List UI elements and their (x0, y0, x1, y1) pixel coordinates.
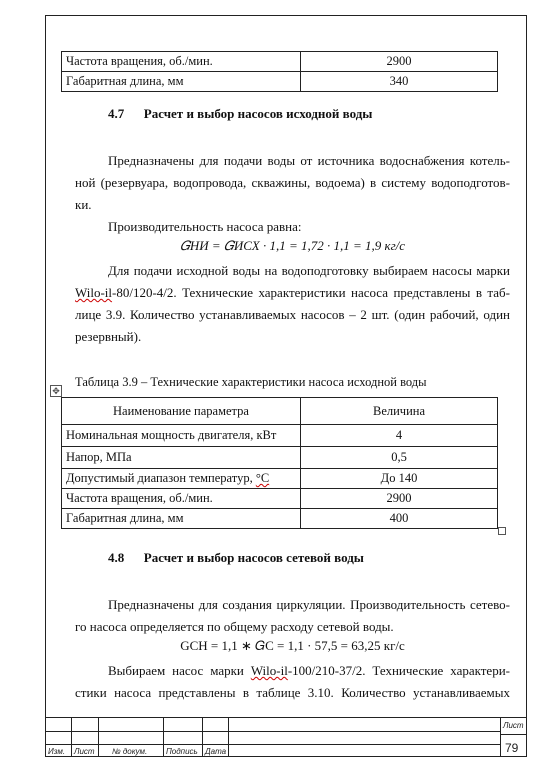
paragraph-text: -80/120-4/2. Технические характеристики насоса представлены в таб- (112, 285, 510, 300)
stamp-label: Подпись (166, 747, 198, 756)
cell-text: Допустимый диапазон температур, (66, 471, 256, 485)
column-header: Величина (301, 398, 498, 425)
top-table (61, 51, 498, 92)
column-header: Наименование параметра (62, 398, 301, 425)
table-cell: Частота вращения, об./мин. (62, 52, 301, 72)
table-row (62, 425, 498, 447)
table-cell: 2900 (301, 489, 498, 509)
paragraph-line: Предназначены для создания циркуляции. Производительность сетево- (108, 597, 510, 612)
paragraph-text: -100/210-37/2. Технические характери- (287, 663, 510, 678)
product-link: Wilo-il (250, 663, 288, 678)
paragraph-text: Выбираем насос марки (108, 663, 251, 678)
paragraph-line: ной (резервуара, водопровода, скважины, водоема) в систему водоподготов- (75, 175, 510, 190)
table-caption: Таблица 3.9 – Технические характеристики насоса исходной воды (75, 375, 427, 389)
table-header-row (62, 398, 498, 425)
paragraph-line: резервный). (75, 329, 142, 344)
table-row (62, 447, 498, 469)
paragraph-line: Производительность насоса равна: (108, 219, 302, 234)
table-row (62, 469, 498, 489)
paragraph-line (75, 282, 510, 304)
table-cell: 2900 (301, 52, 498, 72)
table-cell: Габаритная длина, мм (62, 72, 301, 92)
table-move-handle-icon[interactable]: ✥ (50, 385, 62, 397)
table-resize-handle[interactable] (498, 527, 506, 535)
table-cell: Напор, МПа (62, 447, 301, 469)
table-cell: Габаритная длина, мм (62, 509, 301, 529)
table-row (62, 489, 498, 509)
table-cell: До 140 (301, 469, 498, 489)
table-cell: Частота вращения, об./мин. (62, 489, 301, 509)
table-row (62, 509, 498, 529)
paragraph-line: го насоса определяется по общему расходу сетевой воды. (75, 619, 394, 634)
sheet-label: Лист (503, 721, 524, 730)
paragraph-line: лице 3.9. Количество устанавливаемых насосов – 2 шт. (один рабочий, один (75, 307, 510, 322)
table-row (62, 72, 498, 92)
table-cell: 340 (301, 72, 498, 92)
section-heading: 4.7 Расчет и выбор насосов исходной воды (108, 106, 373, 121)
table-cell: 400 (301, 509, 498, 529)
table-cell: Номинальная мощность двигателя, кВт (62, 425, 301, 447)
product-link: Wilo-il (75, 285, 113, 300)
formula: GСН = 1,1 ∗ 𝐺С = 1,1 · 57,5 = 63,25 кг/с (180, 638, 405, 653)
formula: 𝐺НИ = 𝐺ИСХ · 1,1 = 1,72 · 1,1 = 1,9 кг/с (179, 238, 406, 253)
sheet-number: 79 (505, 741, 519, 755)
stamp-label: № докум. (112, 747, 148, 756)
paragraph-line (108, 660, 510, 682)
table-row (62, 52, 498, 72)
cell-text: °С (255, 471, 270, 485)
table-3-9 (61, 397, 498, 529)
table-cell (62, 469, 301, 489)
stamp-label: Лист (74, 747, 95, 756)
paragraph-line: Предназначены для подачи воды от источника водоснабжения котель- (108, 153, 510, 168)
table-cell: 0,5 (301, 447, 498, 469)
paragraph-line: Для подачи исходной воды на водоподготовку выбираем насосы марки (108, 263, 510, 278)
stamp-label: Изм. (48, 747, 66, 756)
table-cell: 4 (301, 425, 498, 447)
stamp-label: Дата (205, 747, 227, 756)
paragraph-line: стики насоса представлены в таблице 3.10. Количество устанавливаемых (75, 685, 510, 700)
paragraph-line: ки. (75, 197, 92, 212)
section-heading: 4.8 Расчет и выбор насосов сетевой воды (108, 550, 364, 565)
